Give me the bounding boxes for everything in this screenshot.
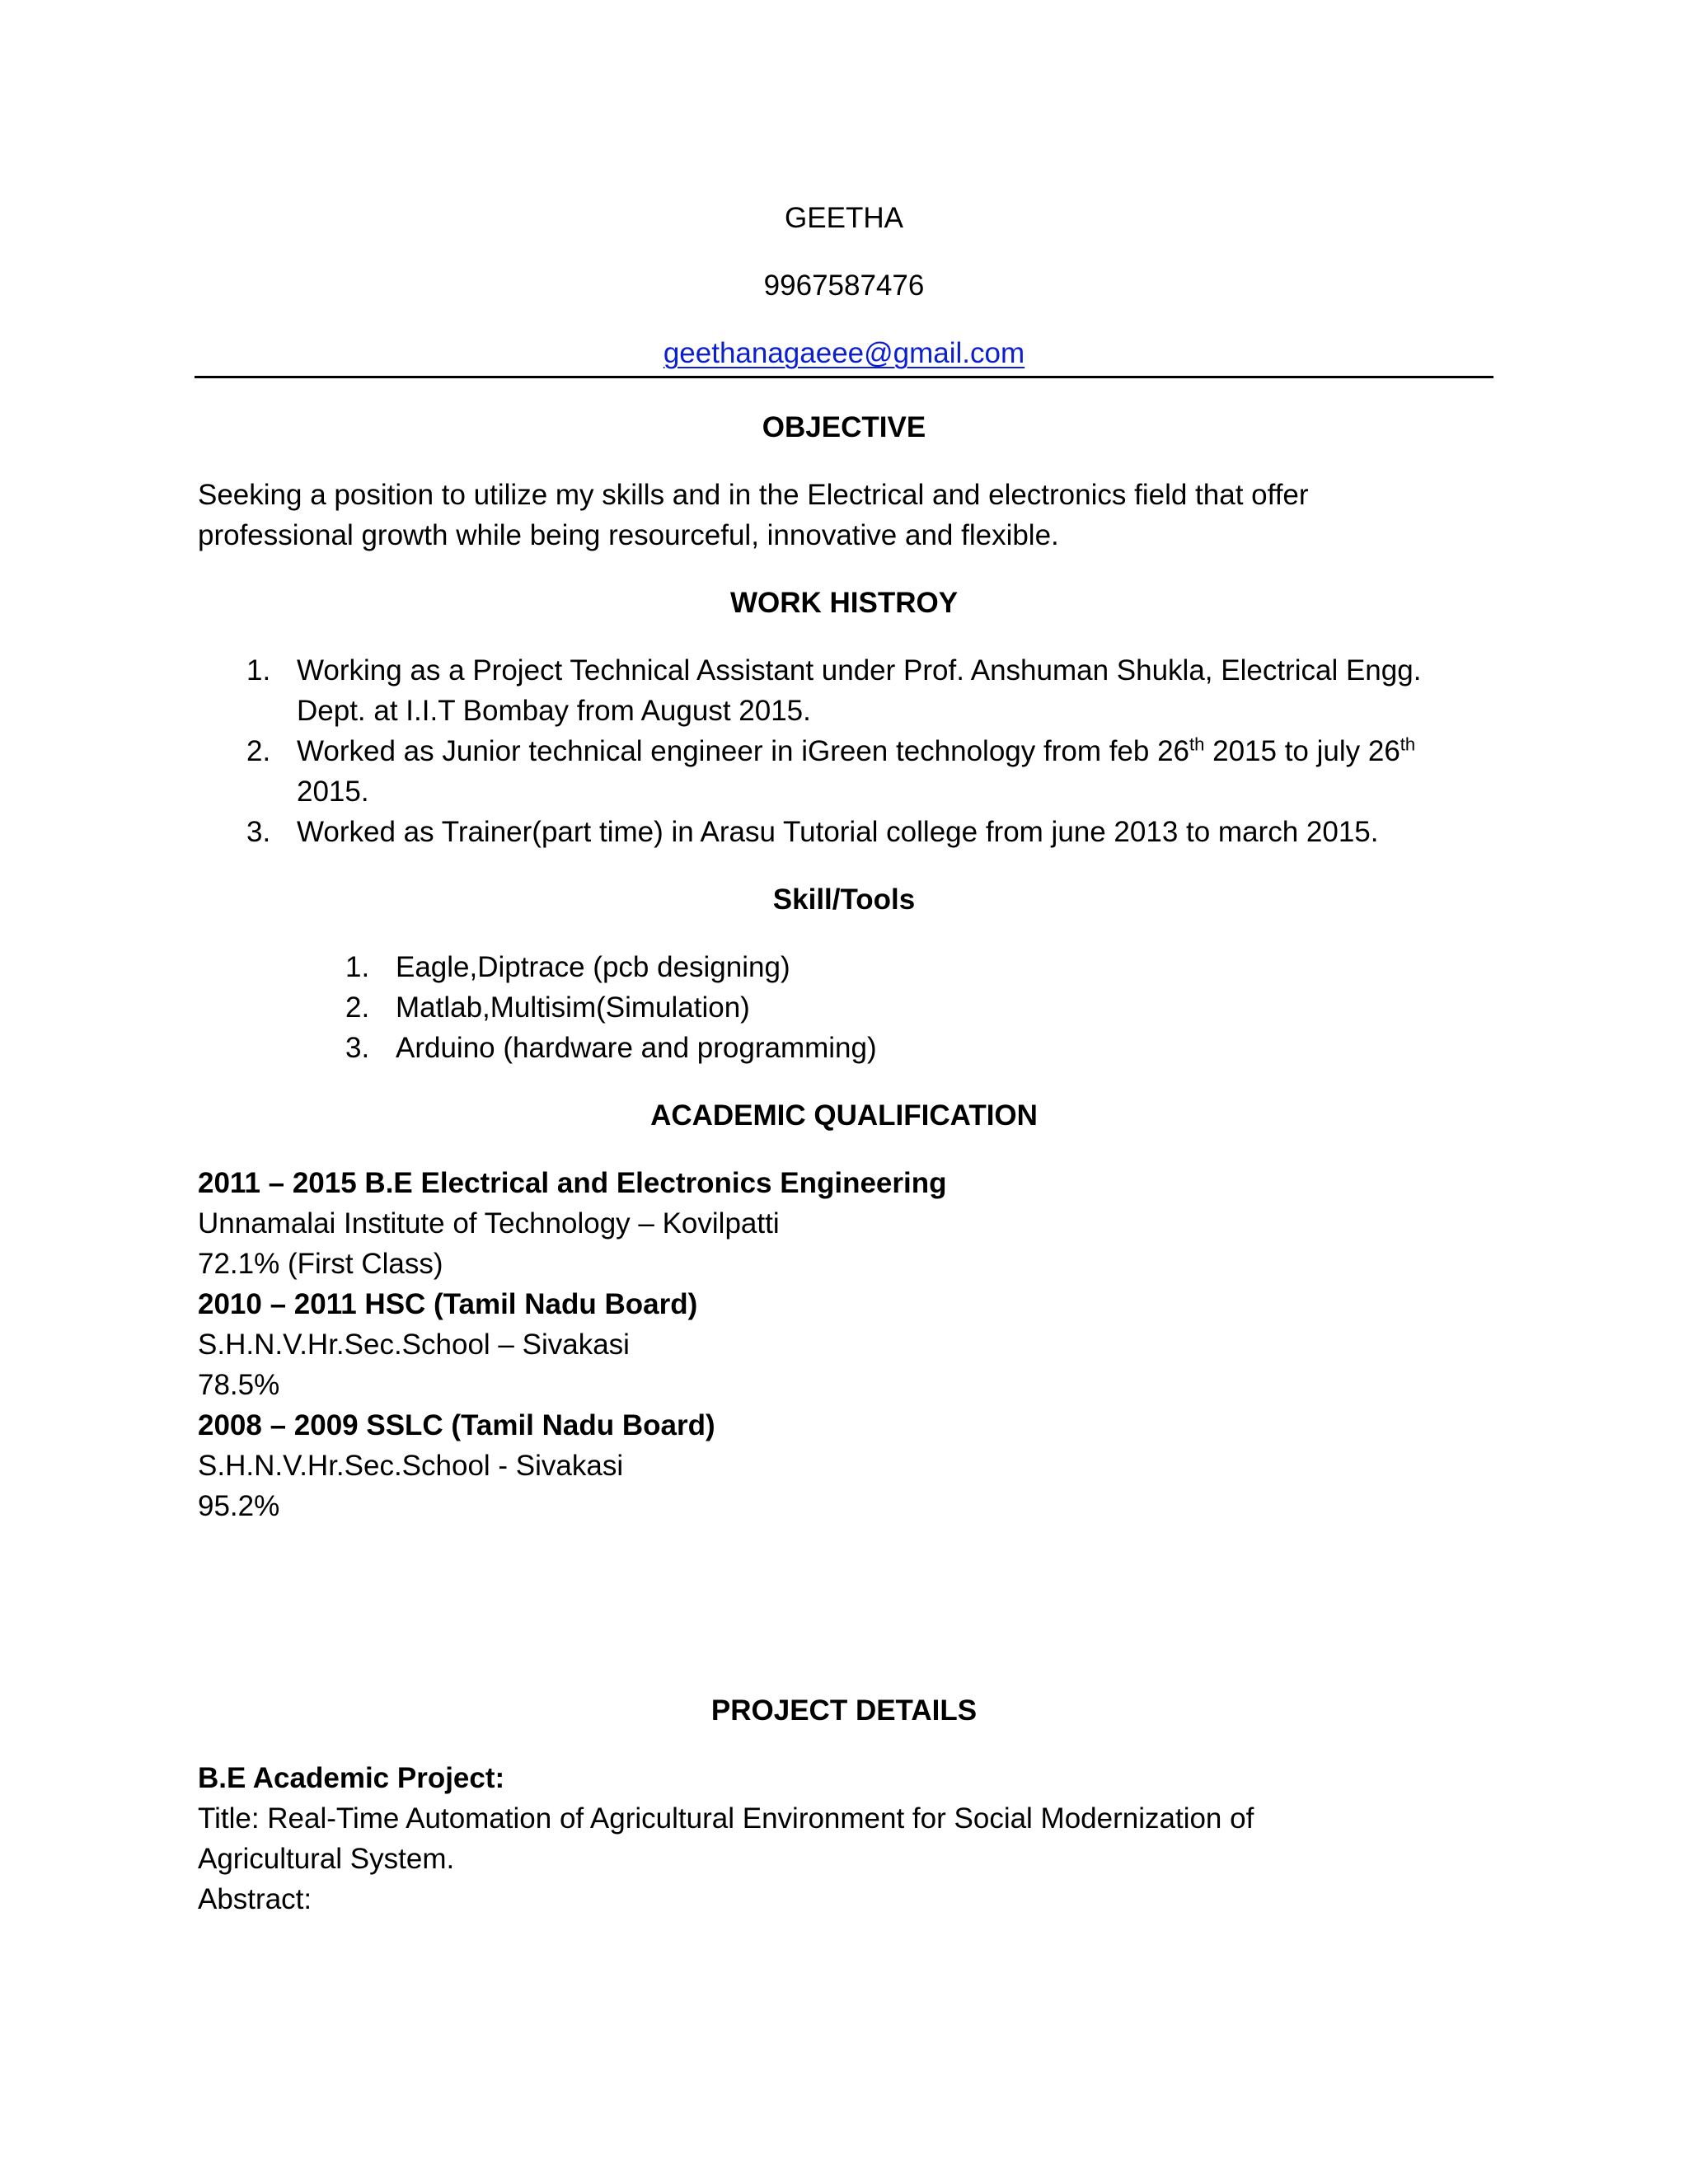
phone-number: 9967587476 xyxy=(763,269,925,302)
academic-entry-1-institution: Unnamalai Institute of Technology – Kovilpatti xyxy=(198,1207,780,1240)
work-item-2-text-b: 2015 to july 26 xyxy=(1204,735,1400,767)
header-divider xyxy=(195,376,1493,378)
work-item-1-line-2: Dept. at I.I.T Bombay from August 2015. xyxy=(297,695,811,727)
skill-item-3-number: 3. xyxy=(345,1032,370,1064)
email-link[interactable]: geethanagaeee@gmail.com xyxy=(663,337,1025,369)
work-item-2-text-a: Worked as Junior technical engineer in iGreen technology from feb 26 xyxy=(297,735,1190,767)
skill-item-3: Arduino (hardware and programming) xyxy=(396,1032,877,1064)
work-item-2-line-1 xyxy=(297,731,1415,771)
objective-line-2: professional growth while being resourceful, innovative and flexible. xyxy=(198,519,1059,551)
skill-item-1-number: 1. xyxy=(345,951,370,983)
skill-item-2-number: 2. xyxy=(345,991,370,1024)
work-item-3-number: 3. xyxy=(246,816,271,848)
academic-entry-2-score: 78.5% xyxy=(198,1369,280,1401)
work-item-1-line-1: Working as a Project Technical Assistant under Prof. Anshuman Shukla, Electrical Engg. xyxy=(297,654,1422,687)
work-item-1-number: 1. xyxy=(246,654,271,687)
academic-entry-3-score: 95.2% xyxy=(198,1490,280,1522)
work-history-heading: WORK HISTROY xyxy=(729,587,959,619)
work-item-2-line-2: 2015. xyxy=(297,776,369,808)
academic-heading: ACADEMIC QUALIFICATION xyxy=(650,1099,1038,1132)
work-item-3-line-1: Worked as Trainer(part time) in Arasu Tutorial college from june 2013 to march 2015. xyxy=(297,816,1379,848)
work-item-2-sup-b: th xyxy=(1400,733,1416,755)
project-abstract-label: Abstract: xyxy=(198,1883,312,1915)
work-item-2-number: 2. xyxy=(246,735,271,767)
project-title-line-1: Title: Real-Time Automation of Agricultural Environment for Social Modernization of xyxy=(198,1802,1254,1835)
academic-entry-3-institution: S.H.N.V.Hr.Sec.School - Sivakasi xyxy=(198,1450,624,1482)
objective-line-1: Seeking a position to utilize my skills and in the Electrical and electronics field that offer xyxy=(198,479,1309,511)
academic-entry-3-title: 2008 – 2009 SSLC (Tamil Nadu Board) xyxy=(198,1409,715,1441)
work-item-2-sup-a: th xyxy=(1189,733,1205,755)
project-title-line-2: Agricultural System. xyxy=(198,1843,455,1875)
skill-item-2: Matlab,Multisim(Simulation) xyxy=(396,991,750,1024)
project-subheading: B.E Academic Project: xyxy=(198,1762,505,1794)
academic-entry-2-title: 2010 – 2011 HSC (Tamil Nadu Board) xyxy=(198,1288,698,1320)
project-heading: PROJECT DETAILS xyxy=(710,1694,978,1727)
objective-heading: OBJECTIVE xyxy=(762,411,926,443)
skill-item-1: Eagle,Diptrace (pcb designing) xyxy=(396,951,790,983)
academic-entry-1-score: 72.1% (First Class) xyxy=(198,1248,443,1280)
skills-heading: Skill/Tools xyxy=(772,883,916,916)
academic-entry-2-institution: S.H.N.V.Hr.Sec.School – Sivakasi xyxy=(198,1329,630,1361)
candidate-name: GEETHA xyxy=(785,202,903,234)
email-row xyxy=(0,333,1688,373)
academic-entry-1-title: 2011 – 2015 B.E Electrical and Electronics Engineering xyxy=(198,1167,947,1199)
